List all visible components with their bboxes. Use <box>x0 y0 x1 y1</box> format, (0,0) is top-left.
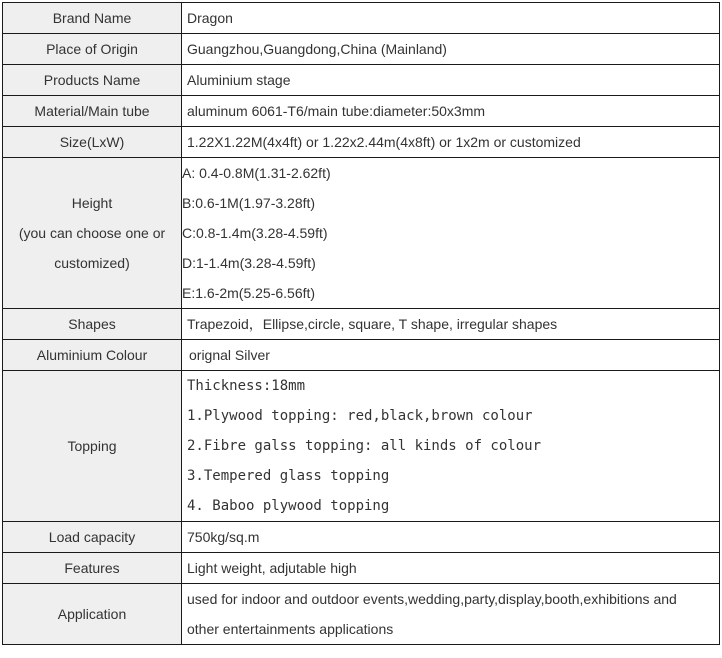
spec-value: Thickness:18mm 1.Plywood topping: red,black,brown colour 2.Fibre galss topping: all kinds of colour 3.Tempered glass topping 4. Baboo plywood topping <box>182 371 720 522</box>
spec-label: Features <box>3 553 182 584</box>
spec-label: Material/Main tube <box>3 96 182 127</box>
spec-value: Light weight, adjutable high <box>182 553 720 584</box>
spec-value: aluminum 6061-T6/main tube:diameter:50x3mm <box>182 96 720 127</box>
spec-value: orignal Silver <box>182 340 720 371</box>
spec-label: Products Name <box>3 65 182 96</box>
spec-label: Load capacity <box>3 522 182 553</box>
spec-row-application <box>3 584 720 645</box>
spec-label: Place of Origin <box>3 34 182 65</box>
spec-label: Shapes <box>3 309 182 340</box>
spec-row-load-capacity <box>3 522 720 553</box>
spec-label: Aluminium Colour <box>3 340 182 371</box>
spec-row-material <box>3 96 720 127</box>
spec-label: Application <box>3 584 182 645</box>
spec-row-height <box>3 158 720 309</box>
spec-row-shapes <box>3 309 720 340</box>
spec-value: Dragon <box>182 3 720 34</box>
spec-value: Guangzhou,Guangdong,China (Mainland) <box>182 34 720 65</box>
spec-value: A: 0.4-0.8M(1.31-2.62ft) B:0.6-1M(1.97-3.28ft) C:0.8-1.4m(3.28-4.59ft) D:1-1.4m(3.28-4.59ft) E:1.6-2m(5.25-6.56ft) <box>182 158 720 309</box>
spec-label: Topping <box>3 371 182 522</box>
spec-row-aluminium-colour <box>3 340 720 371</box>
spec-value: 750kg/sq.m <box>182 522 720 553</box>
spec-row-topping <box>3 371 720 522</box>
spec-value: 1.22X1.22M(4x4ft) or 1.22x2.44m(4x8ft) or 1x2m or customized <box>182 127 720 158</box>
spec-row-products-name <box>3 65 720 96</box>
spec-value: Aluminium stage <box>182 65 720 96</box>
spec-row-features <box>3 553 720 584</box>
spec-label: Height (you can choose one or customized) <box>3 158 182 309</box>
spec-row-place-of-origin <box>3 34 720 65</box>
spec-row-brand-name <box>3 3 720 34</box>
spec-label: Brand Name <box>3 3 182 34</box>
spec-value: used for indoor and outdoor events,wedding,party,display,booth,exhibitions and other entertainments applications <box>182 584 720 645</box>
spec-label: Size(LxW) <box>3 127 182 158</box>
spec-value: Trapezoid，Ellipse,circle, square, T shape, irregular shapes <box>182 309 720 340</box>
spec-row-size <box>3 127 720 158</box>
product-spec-table <box>2 2 720 645</box>
